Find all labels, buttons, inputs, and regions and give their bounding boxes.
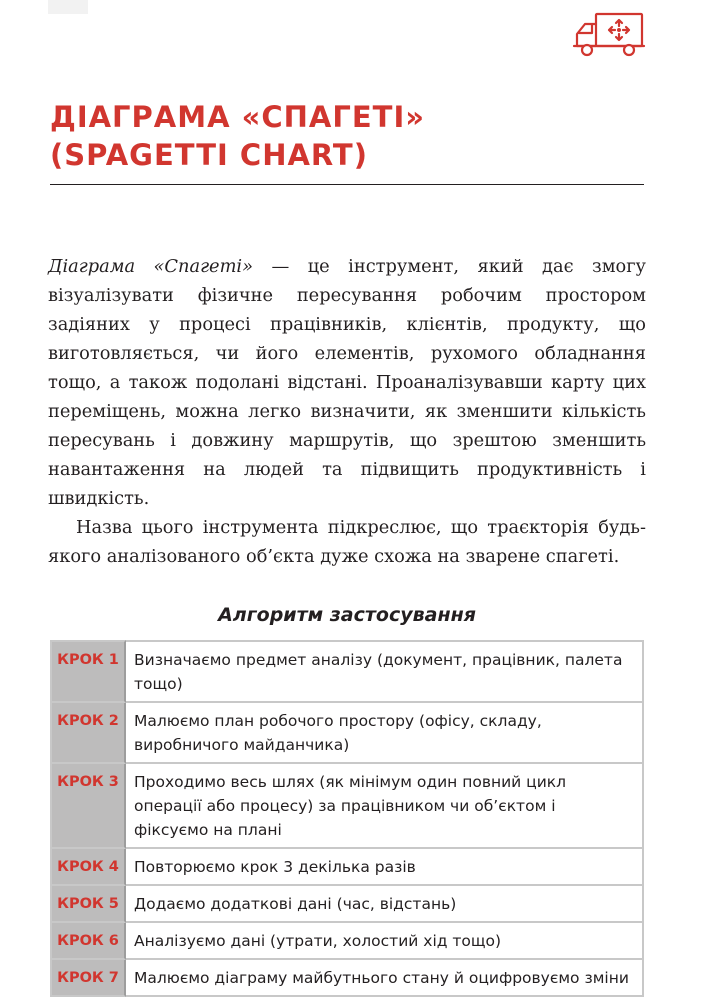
step-description: Малюємо план робочого простору (офісу, складу, виробничого майданчика)	[126, 703, 644, 764]
step-description: Визначаємо предмет аналізу (документ, працівник, палета тощо)	[126, 640, 644, 703]
step-description: Малюємо діаграму майбутнього стану й оцифровуємо зміни	[126, 960, 644, 997]
algorithm-heading: Алгоритм застосування	[218, 604, 476, 626]
intro-text	[48, 252, 646, 571]
step-description: Повторюємо крок 3 декілька разів	[126, 849, 644, 886]
page-corner-shade	[48, 0, 88, 14]
delivery-truck-icon	[572, 10, 646, 58]
step-row	[50, 764, 644, 849]
intro-paragraph-2: Назва цього інструмента підкреслює, що траєкторія будь-якого аналізованого об’єкта дуже схожа на зварене спагеті.	[48, 517, 646, 567]
step-description: Проходимо весь шлях (як мінімум один повний цикл операції або процесу) за працівником чи об’єктом і фіксуємо на плані	[126, 764, 644, 849]
step-row	[50, 703, 644, 764]
intro-paragraph-1-text: — це інструмент, який дає змогу візуалізувати фізичне пересування робочим простором задіяних у процесі працівників, клієнтів, продукту, що виготовляється, чи його елементів, рухомого обладнання тощо, а також подолані відстані. Проаналізувавши карту цих переміщень, можна легко визначити, як зменшити кількість пересувань і довжину маршрутів, що зрештою зменшить навантаження на людей та підвищить продуктивність і швидкість.	[48, 256, 647, 509]
step-description: Додаємо додаткові дані (час, відстань)	[126, 886, 644, 923]
page-title	[50, 98, 650, 174]
page-title-line-1: ДІАГРАМА «СПАГЕТІ»	[50, 100, 425, 134]
step-row	[50, 923, 644, 960]
step-row	[50, 960, 644, 997]
step-label: КРОК 5	[50, 886, 126, 923]
step-label: КРОК 7	[50, 960, 126, 997]
step-row	[50, 849, 644, 886]
intro-paragraph-1	[48, 252, 646, 513]
term-highlight: Діаграма «Спагеті»	[48, 256, 254, 277]
step-label: КРОК 2	[50, 703, 126, 764]
step-description: Аналізуємо дані (утрати, холостий хід тощо)	[126, 923, 644, 960]
algorithm-steps-table	[50, 640, 644, 997]
step-label: КРОК 3	[50, 764, 126, 849]
step-row	[50, 886, 644, 923]
step-label: КРОК 4	[50, 849, 126, 886]
step-row	[50, 640, 644, 703]
page-title-line-2: (SPAGETTI CHART)	[50, 138, 368, 172]
step-label: КРОК 1	[50, 640, 126, 703]
title-divider	[50, 184, 644, 185]
step-label: КРОК 6	[50, 923, 126, 960]
